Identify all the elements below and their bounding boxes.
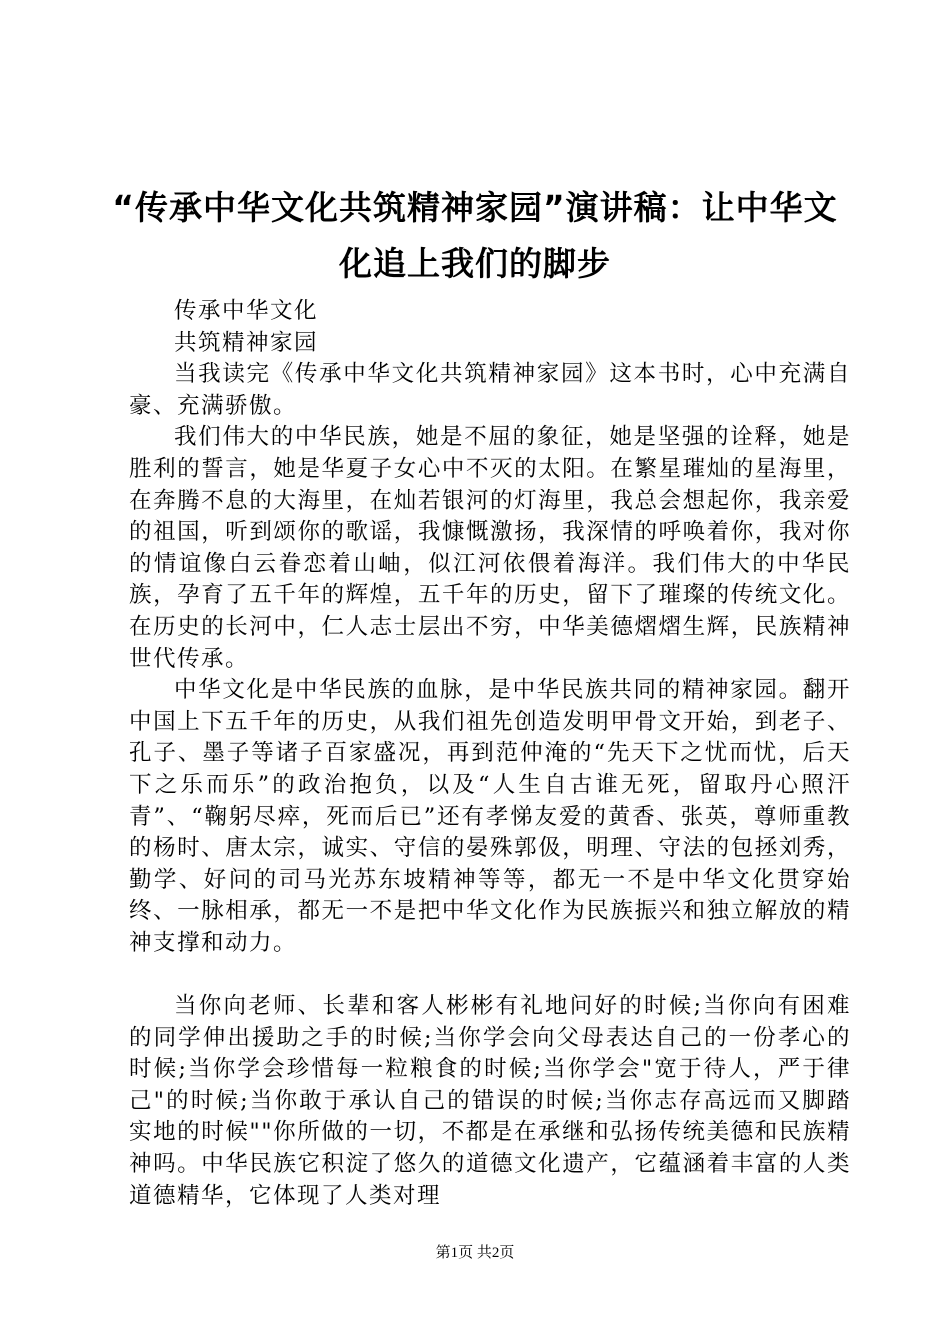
body-paragraph: 当我读完《传承中华文化共筑精神家园》这本书时，心中充满自豪、充满骄傲。 [129,361,851,419]
subtitle-line-2: 共筑精神家园 [174,329,319,356]
body-paragraph: 当你向老师、长辈和客人彬彬有礼地问好的时候;当你向有困难的同学伸出援助之手的时候;当你学会向父母表达自己的一份孝心的时候;当你学会珍惜每一粒粮食的时候;当你学会"宽于待人，严于律己"的时候;当你敢于承认自己的错误的时候;当你志存高远而又脚踏实地的时候""你所做的一切，不都是在承继和弘扬传统美德和民族精神吗。中华民族它积淀了悠久的道德文化遗产，它蕴涵着丰富的人类道德精华，它体现了人类对理 [129,993,851,1209]
subtitle-line-1: 传承中华文化 [174,298,319,324]
page-number-footer: 第1页 共2页 [435,1245,515,1261]
body-paragraph: 我们伟大的中华民族，她是不屈的象征，她是坚强的诠释，她是胜利的誓言，她是华夏子女心中不灭的太阳。在繁星璀灿的星海里，在奔腾不息的大海里，在灿若银河的灯海里，我总会想起你，我亲爱的祖国，听到颂你的歌谣，我慷慨激扬，我深情的呼唤着你，我对你的情谊像白云眷恋着山岫，似江河依偎着海洋。我们伟大的中华民族，孕育了五千年的辉煌，五千年的历史，留下了璀璨的传统文化。在历史的长河中，仁人志士层出不穷，中华美德熠熠生辉，民族精神世代传承。 [129,424,851,672]
document-title: “传承中华文化共筑精神家园”演讲稿：让中华文化追上我们的脚步 [112,188,838,283]
body-paragraph: 中华文化是中华民族的血脉，是中华民族共同的精神家园。翻开中国上下五千年的历史，从我们祖先创造发明甲骨文开始，到老子、孔子、墨子等诸子百家盛况，再到范仲淹的“先天下之忧而忧，后天下之乐而乐”的政治抱负，以及“人生自古谁无死，留取丹心照汗青”、“鞠躬尽瘁，死而后已”还有孝悌友爱的黄香、张英，尊师重教的杨时、唐太宗，诚实、守信的晏殊郭伋，明理、守法的包拯刘秀，勤学、好问的司马光苏东坡精神等等，都无一不是中华文化贯穿始终、一脉相承，都无一不是把中华文化作为民族振兴和独立解放的精神支撑和动力。 [129,677,851,956]
document-body [129,296,851,1212]
